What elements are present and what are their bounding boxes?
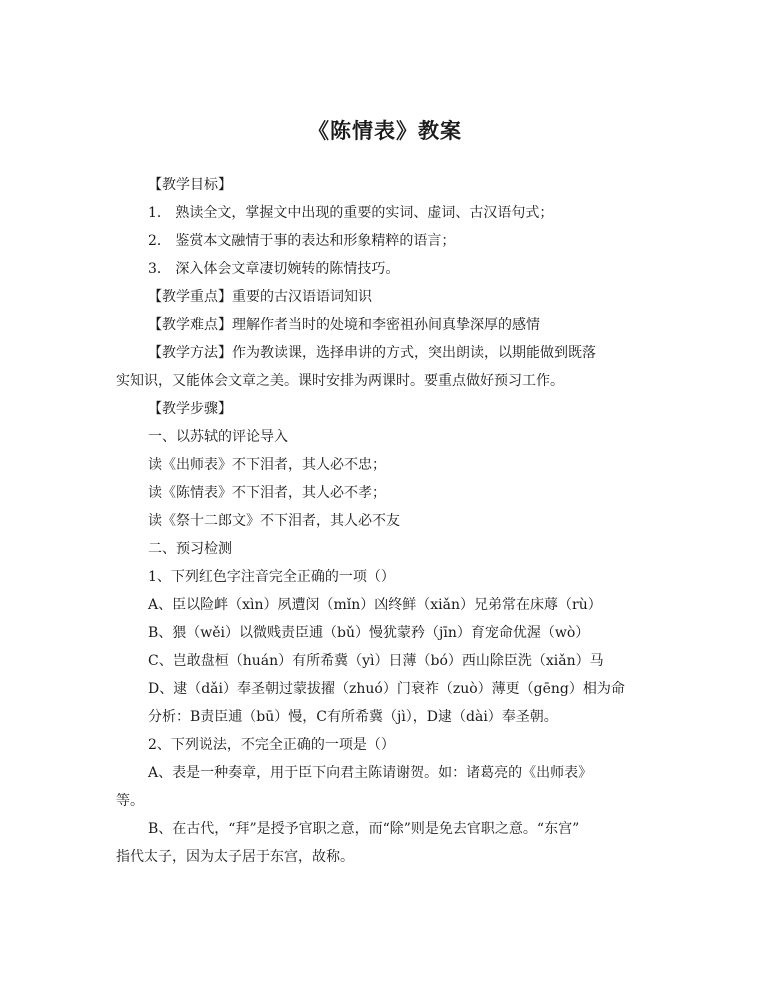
step-1-heading: 一、以苏轼的评论导入 (148, 429, 288, 445)
goal-item-3: 3． 深入体会文章凄切婉转的陈情技巧。 (148, 261, 400, 277)
question-1-analysis: 分析：B责臣逋（bū）慢，C有所希冀（jì），D逮（dài）奉圣朝。 (148, 709, 558, 725)
goal-item-2: 2． 鉴赏本文融情于事的表达和形象精粹的语言； (148, 233, 456, 249)
section-heading-steps: 【教学步骤】 (148, 401, 232, 417)
difficult-points: 【教学难点】理解作者当时的处境和李密祖孙间真挚深厚的感情 (148, 317, 540, 333)
quote-line-3: 读《祭十二郎文》不下泪者，其人必不友 (148, 513, 400, 529)
question-1-option-b: B、猥（wěi）以微贱责臣逋（bǔ）慢犹蒙矜（jīn）育宠命优渥（wò） (148, 625, 590, 641)
question-2-option-b-line-2: 指代太子，因为太子居于东宫，故称。 (116, 849, 354, 865)
question-1: 1、下列红色字注音完全正确的一项（） (148, 569, 395, 585)
question-1-option-d: D、逮（dǎi）奉圣朝过蒙拔擢（zhuó）门衰祚（zuò）薄更（gēng）相为命 (148, 681, 625, 697)
question-1-option-a: A、臣以险衅（xìn）夙遭闵（mǐn）凶终鲜（xiǎn）兄弟常在床蓐（rù） (148, 597, 602, 613)
section-heading-goals: 【教学目标】 (148, 177, 232, 193)
question-2-option-a-line-2: 等。 (116, 793, 144, 809)
question-2-option-a-line-1: A、表是一种奏章，用于臣下向君主陈请谢贺。如：诸葛亮的《出师表》 (148, 765, 593, 781)
teaching-method-line-1: 【教学方法】作为教读课，选择串讲的方式，突出朗读，以期能做到既落 (148, 345, 596, 361)
page-title: 《陈情表》教案 (308, 118, 462, 143)
step-2-heading: 二、预习检测 (148, 541, 232, 557)
question-1-option-c: C、岂敢盘桓（huán）有所希冀（yì）日薄（bó）西山除臣洗（xiǎn）马 (148, 653, 604, 669)
question-2-option-b-line-1: B、在古代，“拜”是授予官职之意，而“除”则是免去官职之意。“东宫” (148, 821, 580, 837)
key-points: 【教学重点】重要的古汉语语词知识 (148, 289, 372, 305)
goal-item-1: 1． 熟读全文，掌握文中出现的重要的实词、虚词、古汉语句式； (148, 205, 554, 221)
teaching-method-line-2: 实知识，又能体会文章之美。课时安排为两课时。要重点做好预习工作。 (116, 373, 564, 389)
question-2: 2、下列说法，不完全正确的一项是（） (148, 737, 395, 753)
quote-line-1: 读《出师表》不下泪者，其人必不忠； (148, 457, 386, 473)
quote-line-2: 读《陈情表》不下泪者，其人必不孝； (148, 485, 386, 501)
